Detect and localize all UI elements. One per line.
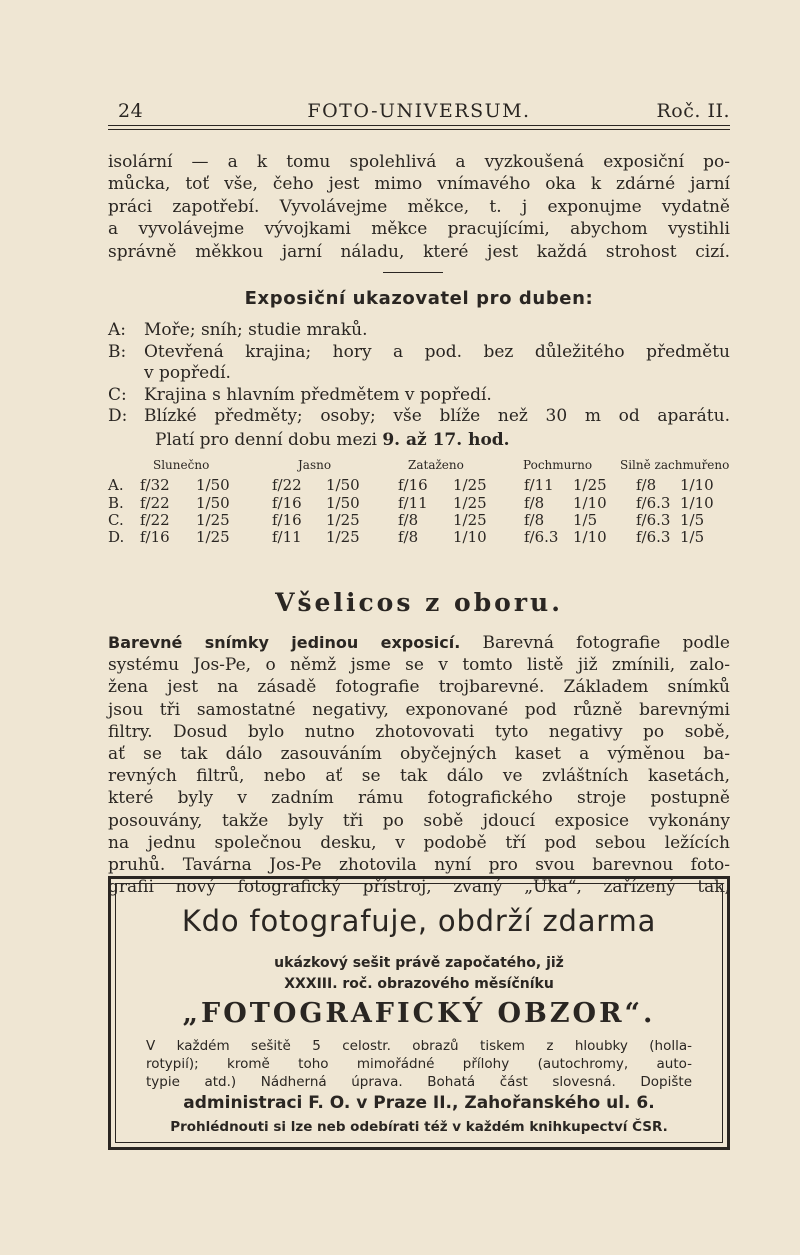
volume-number: Roč. II. <box>656 100 730 122</box>
intro-line: můcka, toť vše, čeho jest mimo vnímavého oka k zdárné jarní <box>108 174 730 195</box>
article-first-line <box>108 632 730 654</box>
intro-line: práci zapotřebí. Vyvolávejme měkce, t. j exponujme vydatně <box>108 196 730 217</box>
aperture-cell: f/8 <box>524 494 545 512</box>
aperture-cell: f/11 <box>524 476 554 494</box>
shutter-cell: 1/50 <box>326 494 360 512</box>
exposure-item-b <box>108 342 730 385</box>
aperture-cell: f/22 <box>272 476 302 494</box>
aperture-cell: f/32 <box>140 476 170 494</box>
exposure-item-a <box>108 320 730 342</box>
ad-subtitle: XXXIII. roč. obrazového měsíčníku <box>284 976 554 992</box>
exposure-list <box>108 320 730 428</box>
intro-line: správně měkkou jarní náladu, které jest každá strohost cizí. <box>108 241 730 262</box>
aperture-cell: f/16 <box>272 494 302 512</box>
item-key: C: <box>108 384 127 405</box>
article-line: jsou tři samostatné negativy, exponované pod různě barevnými <box>108 699 730 720</box>
aperture-cell: f/11 <box>272 528 302 546</box>
shutter-cell: 1/50 <box>326 476 360 494</box>
header-rule-thin <box>108 129 730 130</box>
running-header <box>108 100 730 124</box>
aperture-cell: f/16 <box>140 528 170 546</box>
column-header: Zataženo <box>408 458 464 472</box>
exposure-item-d <box>108 406 730 428</box>
article-line: ať se tak dálo zasouváním obyčejných kaset a výměnou ba- <box>108 744 730 765</box>
aperture-cell: f/22 <box>140 494 170 512</box>
ad-subtitle: ukázkový sešit právě započatého, již <box>274 955 564 971</box>
article-line: které byly v zadním rámu fotografického stroje postupně <box>108 788 730 809</box>
shutter-cell: 1/25 <box>573 476 607 494</box>
aperture-cell: f/16 <box>398 476 428 494</box>
table-row-label: D. <box>108 528 125 546</box>
shutter-cell: 1/10 <box>680 476 714 494</box>
article-line: pruhů. Tavárna Jos-Pe zhotovila nyní pro svou barevnou foto- <box>108 855 730 876</box>
ad-body-line: rotypií); kromě toho mimořádné přílohy (autochromy, auto- <box>146 1056 692 1072</box>
aperture-cell: f/6.3 <box>524 528 559 546</box>
item-text-cont: v popředí. <box>144 363 231 383</box>
validity-note <box>155 430 510 450</box>
shutter-cell: 1/10 <box>680 494 714 512</box>
aperture-cell: f/8 <box>524 511 545 529</box>
ad-title: Kdo fotografuje, obdrží zdarma <box>181 904 657 938</box>
column-header: Pochmurno <box>523 458 593 472</box>
table-row-label: A. <box>108 476 124 494</box>
shutter-cell: 1/5 <box>680 511 705 529</box>
ad-footer: Prohlédnouti si lze neb odebírati též v každém knihkupectví ČSR. <box>170 1119 668 1135</box>
advertisement <box>108 876 730 1150</box>
item-text: Blízké předměty; osoby; vše blíže než 30 m od aparátu. <box>144 406 730 426</box>
section-heading: Všelicos z oboru. <box>275 588 563 617</box>
shutter-cell: 1/10 <box>573 494 607 512</box>
shutter-cell: 1/50 <box>196 494 230 512</box>
intro-line: isolární — a k tomu spolehlivá a vyzkoušená exposiční po- <box>108 152 730 172</box>
item-key: A: <box>108 320 127 340</box>
article <box>108 632 730 898</box>
page-number: 24 <box>118 100 144 122</box>
validity-prefix: Platí pro denní dobu mezi <box>155 430 383 450</box>
column-header: Jasno <box>298 458 332 472</box>
article-line: na jednu společnou desku, v podobě tří pod sebou ležících <box>108 832 730 853</box>
aperture-cell: f/8 <box>398 511 419 529</box>
shutter-cell: 1/5 <box>573 511 598 529</box>
aperture-cell: f/6.3 <box>636 511 671 529</box>
divider <box>383 272 443 273</box>
shutter-cell: 1/10 <box>453 528 487 546</box>
aperture-cell: f/11 <box>398 494 428 512</box>
column-header: Slunečno <box>153 458 210 472</box>
item-text: Krajina s hlavním předmětem v popředí. <box>144 384 492 405</box>
shutter-cell: 1/5 <box>680 528 705 546</box>
table-row-label: B. <box>108 494 124 512</box>
item-text: Otevřená krajina; hory a pod. bez důležitého předmětu <box>144 341 730 362</box>
shutter-cell: 1/25 <box>453 494 487 512</box>
journal-title: FOTO-UNIVERSUM. <box>307 100 531 122</box>
aperture-cell: f/6.3 <box>636 494 671 512</box>
item-key: D: <box>108 406 128 426</box>
table-row-label: C. <box>108 511 124 529</box>
ad-magazine-name: „FOTOGRAFICKÝ OBZOR“. <box>182 998 656 1029</box>
aperture-cell: f/8 <box>398 528 419 546</box>
shutter-cell: 1/25 <box>196 528 230 546</box>
aperture-cell: f/16 <box>272 511 302 529</box>
shutter-cell: 1/25 <box>453 476 487 494</box>
shutter-cell: 1/25 <box>326 511 360 529</box>
article-line: grafii nový fotografický přístroj, zvaný „Uka“, zařízený tak, <box>108 877 730 898</box>
aperture-cell: f/8 <box>636 476 657 494</box>
shutter-cell: 1/10 <box>573 528 607 546</box>
exposure-item-c <box>108 385 730 407</box>
ad-body-line: typie atd.) Nádherná úprava. Bohatá část slovesná. Dopište <box>146 1074 692 1090</box>
exposure-heading: Exposiční ukazovatel pro duben: <box>244 288 594 309</box>
article-line: revných filtrů, nebo ať se tak dálo ve zvláštních kasetách, <box>108 766 730 787</box>
ad-body-line: V každém sešitě 5 celostr. obrazů tiskem z hloubky (holla- <box>146 1038 692 1054</box>
item-text: Moře; sníh; studie mraků. <box>144 320 368 340</box>
intro-paragraph <box>108 151 730 263</box>
validity-hours: 9. až 17. hod. <box>382 430 510 450</box>
intro-line: a vyvolávejme vývojkami měkce pracujícími, abychom vystihli <box>108 219 730 240</box>
article-lead: Barevné snímky jedinou exposicí. <box>108 633 461 652</box>
article-line: systému Jos-Pe, o němž jsme se v tomto listě již zmínili, zalo- <box>108 655 730 676</box>
shutter-cell: 1/50 <box>196 476 230 494</box>
shutter-cell: 1/25 <box>326 528 360 546</box>
aperture-cell: f/6.3 <box>636 528 671 546</box>
article-line: žena jest na zásadě fotografie trojbarevné. Základem snímků <box>108 677 730 698</box>
shutter-cell: 1/25 <box>196 511 230 529</box>
item-key: B: <box>108 341 127 362</box>
ad-address: administraci F. O. v Praze II., Zahořanského ul. 6. <box>183 1093 655 1113</box>
column-header: Silně zachmuřeno <box>620 458 730 472</box>
article-line: posouvány, takže byly tři po sobě jdoucí exposice vykonány <box>108 810 730 831</box>
shutter-cell: 1/25 <box>453 511 487 529</box>
article-line: filtry. Dosud bylo nutno zhotovovati tyto negativy po sobě, <box>108 721 730 742</box>
header-rule <box>108 125 730 126</box>
article-first-line-rest: Barevná fotografie podle <box>482 633 730 653</box>
aperture-cell: f/22 <box>140 511 170 529</box>
